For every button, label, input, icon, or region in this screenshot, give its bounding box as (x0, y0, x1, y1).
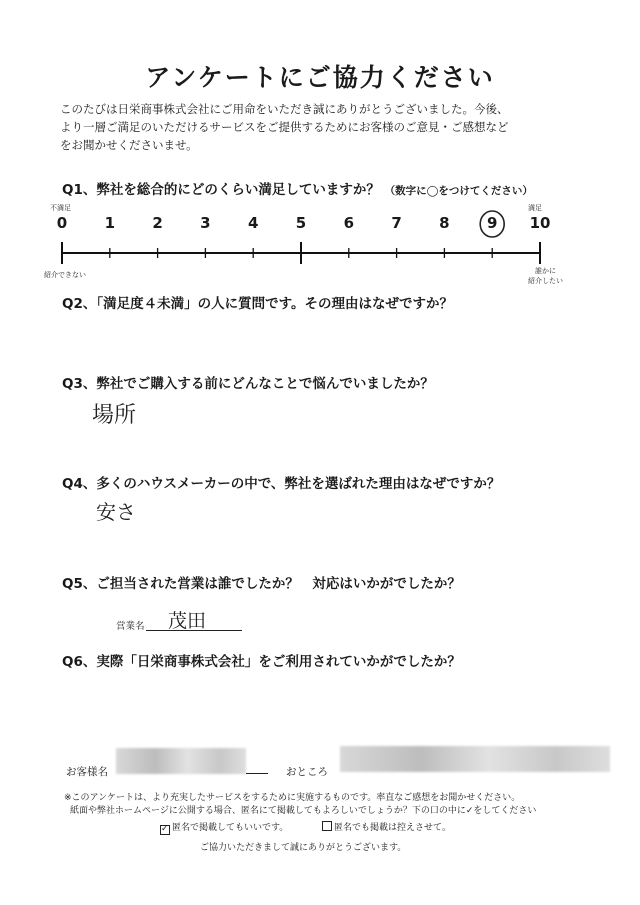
sales-name-underline (146, 630, 242, 631)
redacted-address (340, 746, 610, 772)
question-6-label: Q6、実際「日栄商事株式会社」をご利用されていかがでしたか？ (62, 654, 461, 670)
question-1-label: Q1、弊社を総合的にどのくらい満足していますか？ (62, 182, 380, 198)
redacted-customer-name (116, 748, 246, 774)
option-decline-label: 匿名でも掲載は控えさせて。 (334, 823, 451, 833)
option-decline-checkbox[interactable] (322, 821, 332, 831)
scale-number: 8 (439, 214, 450, 232)
scale-right-bottom-line1: 誰かに (535, 267, 556, 275)
address-label: おところ (286, 766, 328, 778)
sales-name-label: 営業名 (116, 621, 145, 632)
scale-left-bottom-label: 紹介できない (44, 271, 86, 279)
option-anonymous[interactable] (160, 820, 288, 834)
scale-number: 7 (391, 214, 402, 232)
option-anonymous-label: 匿名で掲載してもいいです。 (172, 823, 289, 833)
sales-name-value: 茂田 (168, 610, 207, 632)
scale-number: 5 (295, 214, 307, 232)
footer-note-2: 紙面や弊社ホームページに公開する場合、匿名にて掲載してもよろしいでしょうか？下の口の中に✓をしてください (70, 806, 537, 816)
option-anonymous-checkbox[interactable]: ✓ (161, 824, 169, 834)
scale-number: 2 (152, 214, 163, 232)
option-decline[interactable] (322, 820, 451, 833)
customer-name-label: お客様名 (66, 766, 108, 778)
selected-circle-mark (480, 211, 504, 237)
intro-line: をお聞かせくださいませ。 (60, 138, 198, 152)
scale-right-bottom-line2: 紹介したい (528, 277, 563, 285)
page-title: アンケートにご協力ください (145, 63, 495, 92)
scale-right-top-label: 満足 (528, 204, 542, 212)
customer-name-underline (246, 773, 268, 774)
question-1-hint: （数字に◯をつけてください） (384, 185, 533, 197)
question-5-label: Q5、ご担当された営業は誰でしたか？ 対応はいかがでしたか？ (62, 576, 461, 592)
question-3-label: Q3、弊社でご購入する前にどんなことで悩んでいましたか？ (62, 376, 434, 392)
question-4-answer: 安さ (96, 500, 136, 524)
scale-number: 3 (200, 214, 211, 232)
satisfaction-scale (0, 0, 640, 300)
thanks-text: ご協力いただきまして誠にありがとうございます。 (200, 843, 407, 853)
question-4-label: Q4、多くのハウスメーカーの中で、弊社を選ばれた理由はなぜですか？ (62, 476, 501, 492)
scale-number: 6 (343, 214, 355, 232)
scale-left-top-label: 不満足 (50, 204, 71, 212)
question-3-answer: 場所 (92, 403, 137, 428)
scale-right-bottom-label (528, 266, 563, 286)
question-2-label: Q2、「満足度４未満」の人に質問です。その理由はなぜですか？ (62, 296, 454, 312)
scale-number: 1 (104, 214, 116, 232)
scale-number: 4 (247, 214, 259, 232)
scale-number: 0 (56, 214, 68, 232)
footer-note-1: ※このアンケートは、より充実したサービスをするために実施するものです。率直なご感想をお聞かせください。 (64, 793, 521, 803)
intro-line: より一層ご満足のいただけるサービスをご提供するためにお客様のご意見・ご感想など (60, 120, 509, 134)
intro-line: このたびは日栄商事株式会社にご用命をいただき誠にありがとうございました。今後、 (60, 102, 509, 116)
scale-number: 9 (486, 214, 498, 232)
scale-number: 10 (529, 214, 551, 232)
